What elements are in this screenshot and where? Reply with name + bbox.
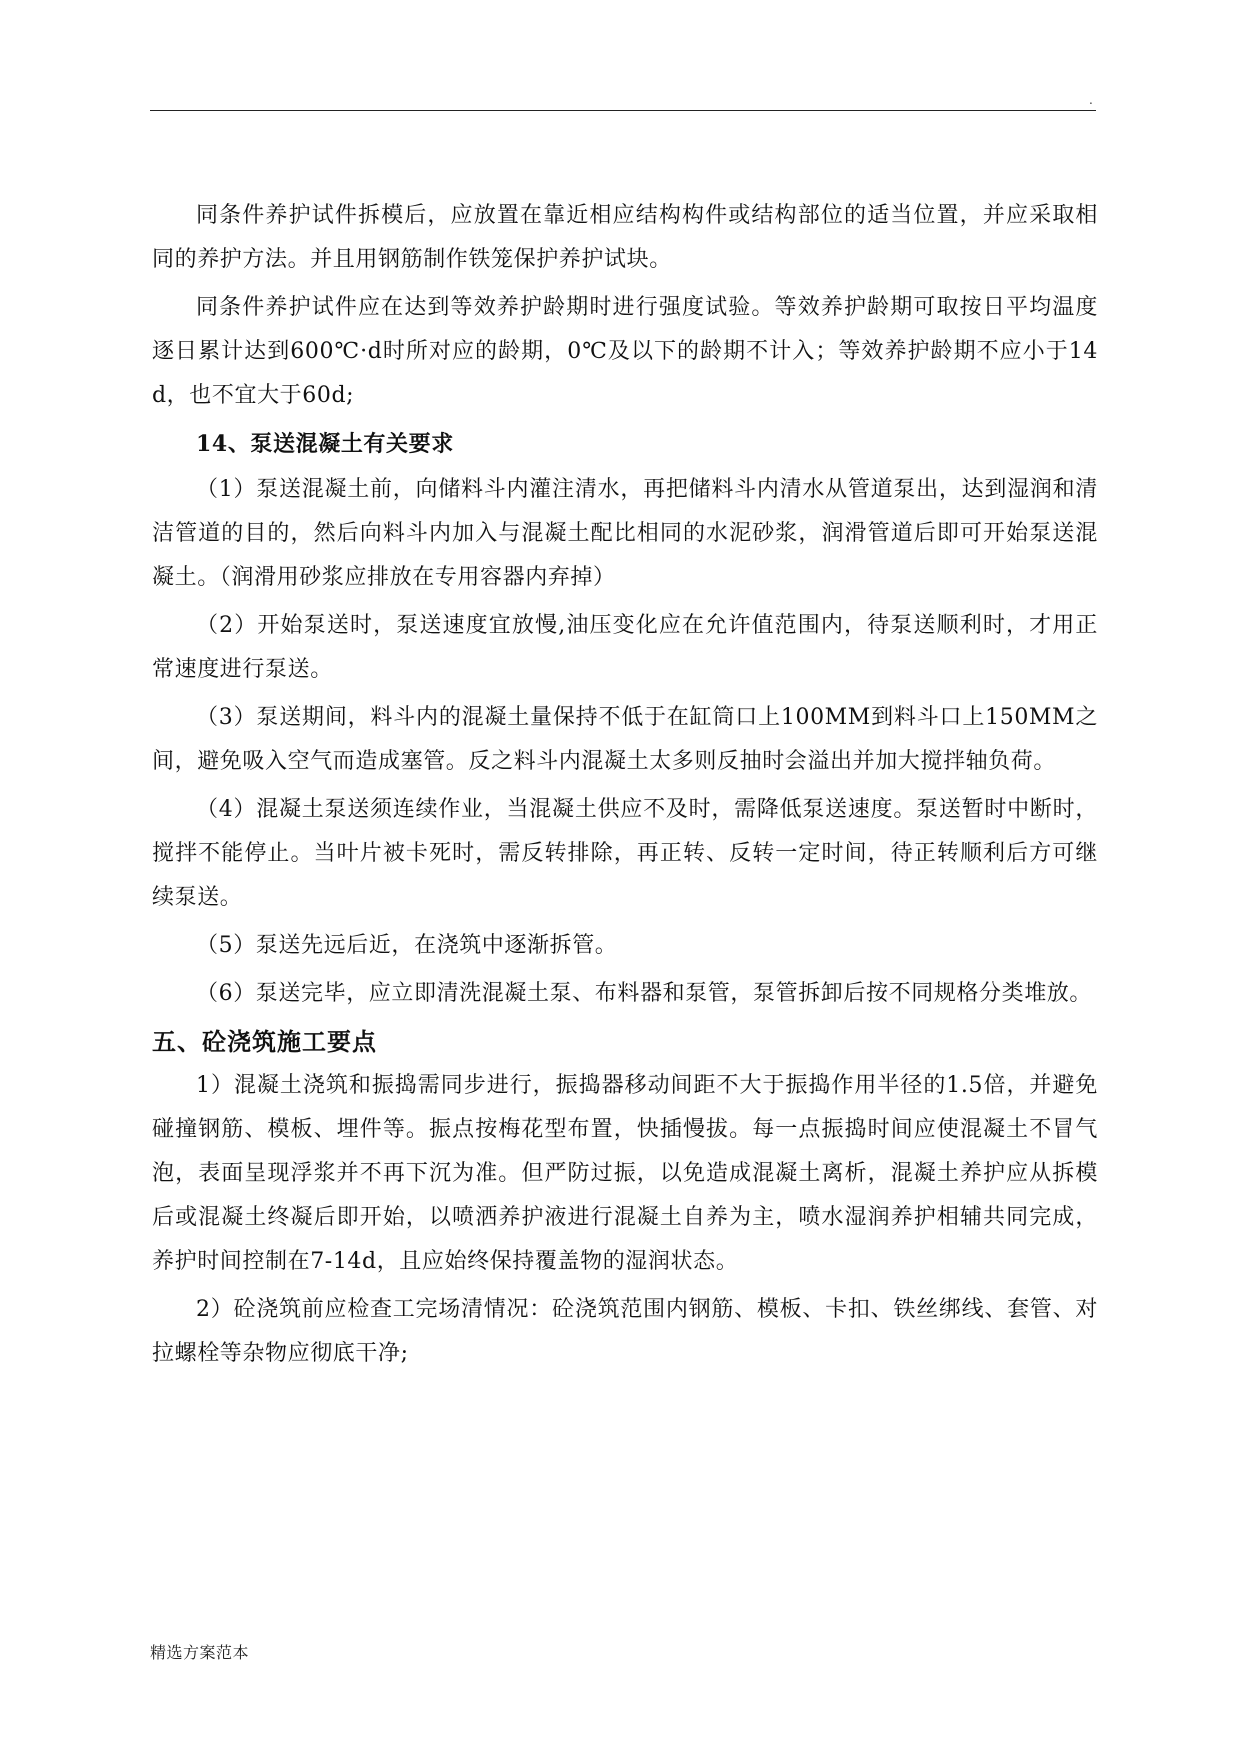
header-rule bbox=[150, 110, 1096, 111]
document-body bbox=[152, 194, 1098, 1380]
paragraph-same-condition-curing: 同条件养护试件拆模后，应放置在靠近相应结构构件或结构部位的适当位置，并应采取相同的养护方法。并且用钢筋制作铁笼保护养护试块。 bbox=[152, 203, 1098, 272]
pump-concrete-heading: 14、泵送混凝土有关要求 bbox=[196, 431, 454, 457]
header-mark: . bbox=[1089, 93, 1093, 107]
pump-item-6: （6）泵送完毕，应立即清洗混凝土泵、布料器和泵管，泵管拆卸后按不同规格分类堆放。 bbox=[196, 981, 1092, 1006]
section-five-heading: 五、砼浇筑施工要点 bbox=[152, 1027, 377, 1056]
pouring-item-1: 1）混凝土浇筑和振捣需同步进行，振捣器移动间距不大于振捣作用半径的1.5倍，并避免碰撞钢筋、模板、埋件等。振点按梅花型布置，快插慢拔。每一点振捣时间应使混凝土不冒气泡，表面呈现浮浆并不再下沉为准。但严防过振，以免造成混凝土离析，混凝土养护应从拆模后或混凝土终凝后即开始，以喷洒养护液进行混凝土自养为主，喷水湿润养护相辅共同完成，养护时间控制在7-14d，且应始终保持覆盖物的湿润状态。 bbox=[152, 1073, 1098, 1274]
pump-item-1: （1）泵送混凝土前，向储料斗内灌注清水，再把储料斗内清水从管道泵出，达到湿润和清洁管道的目的，然后向料斗内加入与混凝土配比相同的水泥砂浆，润滑管道后即可开始泵送混凝土。（润滑用砂浆应排放在专用容器内弃掉） bbox=[152, 477, 1098, 590]
pump-item-2: （2）开始泵送时，泵送速度宜放慢,油压变化应在允许值范围内，待泵送顺利时，才用正常速度进行泵送。 bbox=[152, 613, 1098, 682]
paragraph-equivalent-curing-age: 同条件养护试件应在达到等效养护龄期时进行强度试验。等效养护龄期可取按日平均温度逐日累计达到600℃·d时所对应的龄期，0℃及以下的龄期不计入；等效养护龄期不应小于14d，也不宜大于60d; bbox=[152, 295, 1098, 408]
pouring-item-2: 2）砼浇筑前应检查工完场清情况：砼浇筑范围内钢筋、模板、卡扣、铁丝绑线、套管、对拉螺栓等杂物应彻底干净; bbox=[152, 1297, 1098, 1366]
pump-item-4: （4）混凝土泵送须连续作业，当混凝土供应不及时，需降低泵送速度。泵送暂时中断时，搅拌不能停止。当叶片被卡死时，需反转排除，再正转、反转一定时间，待正转顺利后方可继续泵送。 bbox=[152, 797, 1098, 910]
pump-item-3: （3）泵送期间，料斗内的混凝土量保持不低于在缸筒口上100MM到料斗口上150MM之间，避免吸入空气而造成塞管。反之料斗内混凝土太多则反抽时会溢出并加大搅拌轴负荷。 bbox=[152, 705, 1098, 774]
pump-item-5: （5）泵送先远后近，在浇筑中逐渐拆管。 bbox=[196, 933, 618, 958]
page-footer: 精选方案范本 bbox=[150, 1643, 250, 1662]
